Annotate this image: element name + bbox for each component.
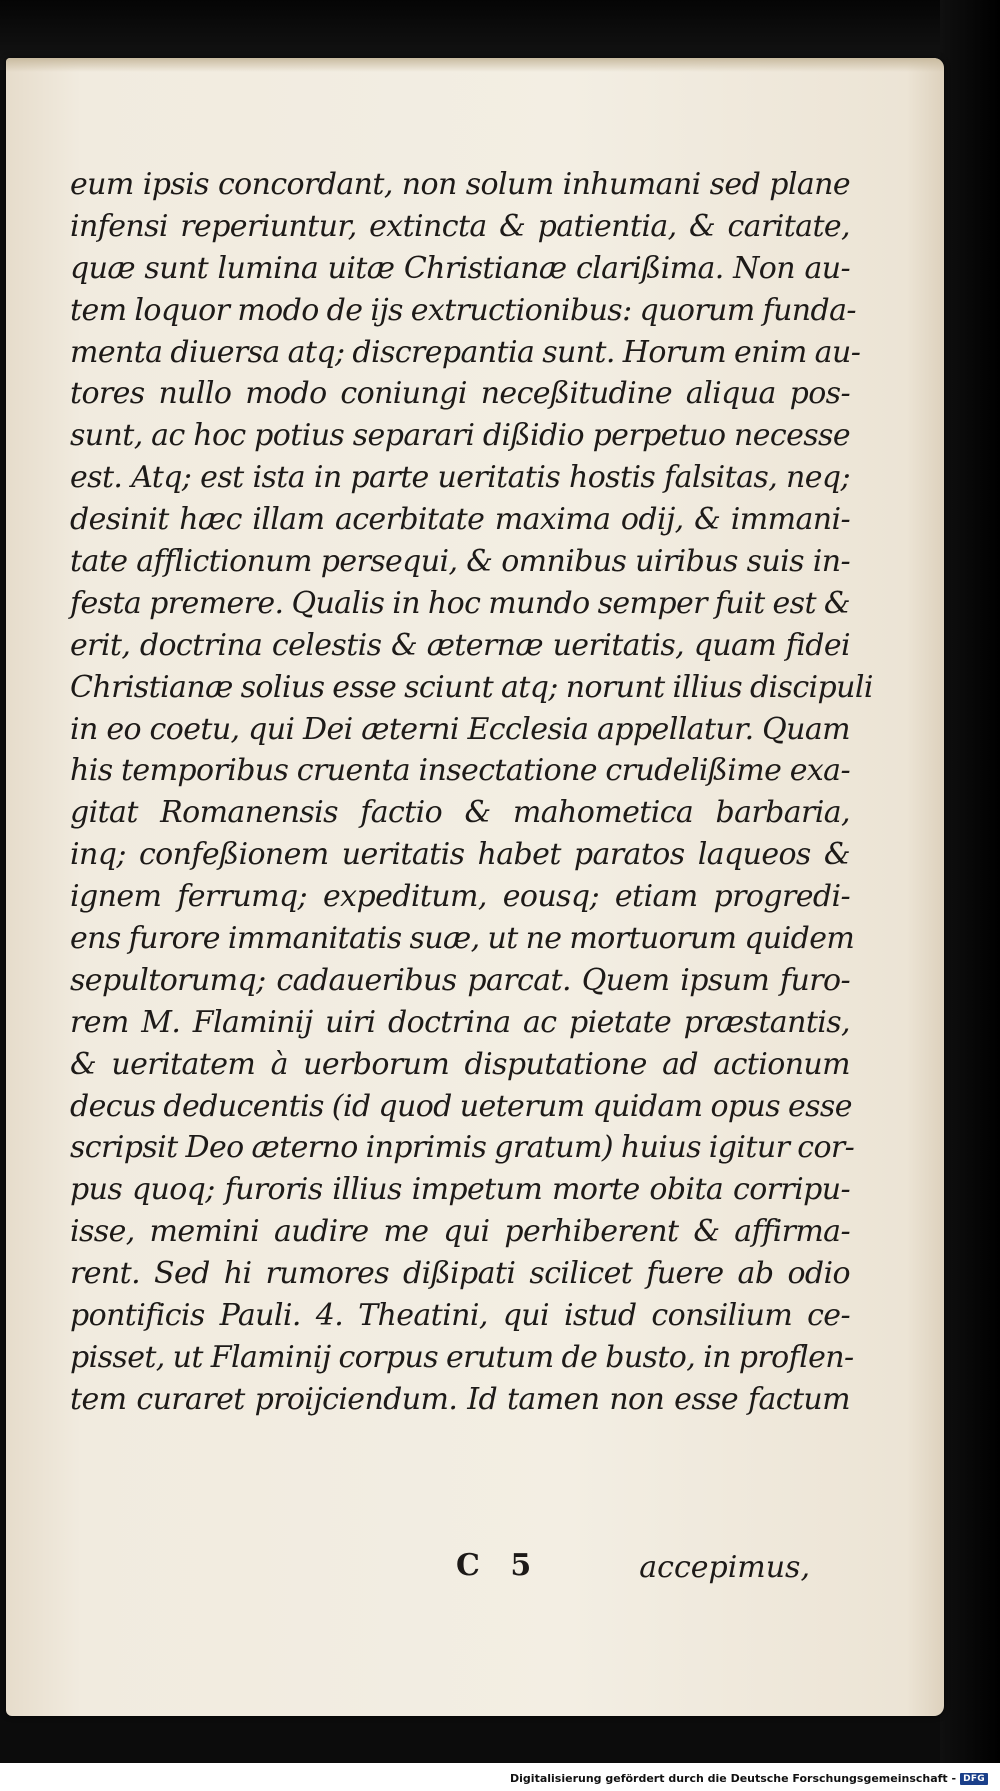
text-line: tem curaret proijciendum. Id tamen non esse factum: [70, 1381, 850, 1417]
page-footer: [70, 1548, 810, 1592]
text-line: tem loquor modo de ijs extructionibus: quorum funda-: [70, 292, 856, 328]
text-line: ignem ferrumq; expeditum, eousq; etiam progredi-: [70, 879, 850, 915]
credit-strip: [0, 1763, 1000, 1791]
book-page: [6, 58, 944, 1716]
text-line: pontificis Pauli. 4. Theatini, qui istud consilium ce-: [70, 1298, 850, 1334]
text-line: sepultorumq; cadaueribus parcat. Quem ipsum furo-: [70, 962, 850, 998]
text-line: gitat Romanensis factio & mahometica barbaria,: [70, 795, 850, 831]
page-text: [70, 164, 873, 1421]
catchword: accepimus,: [639, 1550, 810, 1585]
text-line: pus quoq; furoris illius impetum morte obita corripu-: [70, 1172, 850, 1208]
text-line: menta diuersa atq; discrepantia sunt. Horum enim au-: [70, 334, 861, 370]
text-line: isse, memini audire me qui perhiberent & affirma-: [70, 1214, 850, 1250]
text-line: tate afflictionum persequi, & omnibus uiribus suis in-: [70, 544, 850, 580]
text-line: & ueritatem à uerborum disputatione ad actionum: [70, 1046, 850, 1082]
text-line: eum ipsis concordant, non solum inhumani sed plane: [70, 167, 850, 202]
text-line: erit, doctrina celestis & æternæ ueritatis, quam fidei: [70, 627, 850, 663]
text-line: ens furore immanitatis suæ, ut ne mortuorum quidem: [70, 921, 855, 957]
text-line: festa premere. Qualis in hoc mundo semper fuit est &: [70, 585, 850, 621]
text-line: tores nullo modo coniungi neceßitudine aliqua pos-: [70, 376, 850, 412]
text-line: sunt, ac hoc potius separari dißidio perpetuo necesse: [70, 418, 850, 454]
text-line: inq; confeßionem ueritatis habet paratos laqueos &: [70, 837, 850, 873]
signature-mark: C 5: [456, 1548, 542, 1583]
text-line: infensi reperiuntur, extincta & patientia, & caritate,: [70, 208, 850, 244]
digitization-credit: [510, 1772, 988, 1785]
scan-right-border: [940, 0, 1000, 1791]
text-line: his temporibus cruenta insectatione crudelißime exa-: [70, 753, 850, 789]
text-line: decus deducentis (id quod ueterum quidam opus esse: [70, 1088, 852, 1124]
dfg-logo-icon: DFG: [960, 1773, 988, 1785]
text-line: quæ sunt lumina uitæ Christianæ clarißima. Non au-: [70, 250, 850, 286]
text-line: est. Atq; est ista in parte ueritatis hostis falsitas, neq;: [70, 460, 850, 496]
text-line: rent. Sed hi rumores dißipati scilicet fuere ab odio: [70, 1256, 850, 1292]
text-line: scripsit Deo æterno inprimis gratum) huius igitur cor-: [70, 1130, 855, 1166]
text-line: Christianæ solius esse sciunt atq; norunt illius discipuli: [70, 669, 873, 705]
text-line: pisset, ut Flaminij corpus erutum de busto, in proflen-: [70, 1339, 854, 1375]
text-line: in eo coetu, qui Dei æterni Ecclesia appellatur. Quam: [70, 711, 850, 747]
text-line: rem M. Flaminij uiri doctrina ac pietate præstantis,: [70, 1004, 850, 1040]
credit-text: Digitalisierung gefördert durch die Deutsche Forschungsgemeinschaft -: [510, 1772, 957, 1785]
text-line: desinit hæc illam acerbitate maxima odij, & immani-: [70, 502, 850, 538]
